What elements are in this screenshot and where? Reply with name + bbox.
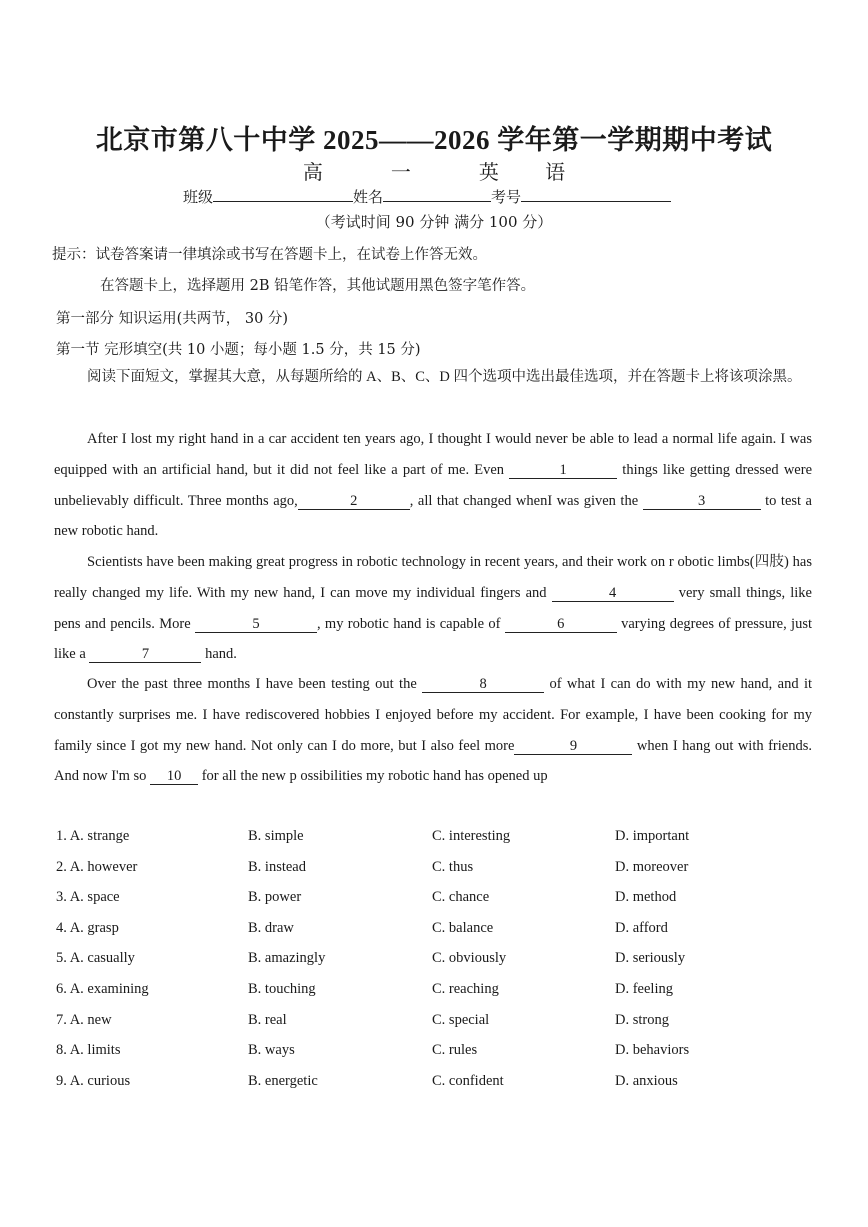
text-run: , all that changed whenI was given the (409, 492, 643, 509)
option-9-d[interactable]: D. anxious (615, 1072, 678, 1089)
option-5-d[interactable]: D. seriously (615, 950, 686, 967)
option-6-b[interactable]: B. touching (248, 980, 316, 997)
blank-9: 9 (514, 738, 632, 755)
blank-4: 4 (552, 585, 674, 602)
option-9-b[interactable]: B. energetic (248, 1072, 318, 1089)
time-info: （考试时间 90 分钟 满分 100 分） (315, 213, 553, 231)
option-3-a[interactable]: 3. A. space (56, 889, 120, 906)
option-row-1 (56, 822, 836, 853)
option-5-b[interactable]: B. amazingly (248, 950, 326, 967)
subject-label: 英 语 (478, 160, 566, 184)
option-1-d[interactable]: D. important (615, 828, 690, 844)
blank-8: 8 (422, 676, 544, 693)
exam-title: 北京市第八十中学 2025——2026 学年第一学期期中考试 (95, 125, 773, 155)
option-1-b[interactable]: B. simple (248, 828, 304, 844)
option-row-8 (56, 1036, 836, 1067)
text-run: of what I can do with my new hand, and it constantly surprises me. I have rediscovered hobbies I enjoyed before my accident. For example, I have been cooking for my family since I got my new hand. Not only can I do more, but I also feel more (54, 676, 813, 754)
text-run: Scientists have been making great progress in robotic technology in recent years, and their work on r obotic limbs(四肢) has really changed my life. With my new hand, I can move my individual fingers and (54, 554, 812, 601)
blank-5: 5 (195, 616, 317, 633)
option-row-7 (56, 1006, 836, 1037)
text-run: hand. (201, 646, 237, 663)
note-line-2: 在答题卡上，选择题用 2B 铅笔作答，其他试题用黑色签字笔作答。 (100, 278, 536, 294)
option-3-b[interactable]: B. power (248, 889, 302, 906)
option-7-a[interactable]: 7. A. new (56, 1011, 112, 1028)
option-7-d[interactable]: D. strong (615, 1011, 669, 1028)
option-9-c[interactable]: C. confident (432, 1072, 504, 1089)
option-5-c[interactable]: C. obviously (432, 950, 507, 967)
option-6-a[interactable]: 6. A. examining (56, 980, 149, 997)
blank-2: 2 (298, 493, 410, 510)
option-row-9 (56, 1067, 836, 1098)
class-label: 班级 (183, 188, 214, 206)
section-heading: 第一节 完形填空(共 10 小题；每小题 1.5 分，共 15 分) (56, 342, 421, 358)
option-row-5 (56, 944, 836, 975)
option-2-c[interactable]: C. thus (432, 858, 474, 875)
text-run: , my robotic hand is capable of (316, 615, 505, 632)
passage-paragraph-3 (54, 669, 812, 792)
blank-3: 3 (643, 493, 761, 510)
option-row-4 (56, 914, 836, 945)
option-2-b[interactable]: B. instead (248, 858, 306, 875)
option-4-b[interactable]: B. draw (248, 919, 294, 936)
option-3-d[interactable]: D. method (615, 889, 677, 906)
class-field[interactable] (213, 187, 353, 202)
option-4-d[interactable]: D. afford (615, 919, 668, 936)
student-info-fields (183, 186, 671, 207)
part-heading: 第一部分 知识运用(共两节， 30 分) (56, 311, 289, 327)
text-run: when I hang out with friends. And now I'm so (54, 737, 812, 785)
text-run: for all the new p ossibilities my robotic hand has opened up (198, 768, 548, 785)
text-run: varying degrees of pressure, just like a (54, 615, 812, 663)
blank-7: 7 (89, 646, 201, 663)
option-7-c[interactable]: C. special (432, 1011, 490, 1028)
text-run: to test a new robotic hand. (54, 492, 812, 540)
blank-1: 1 (509, 462, 617, 479)
option-6-c[interactable]: C. reaching (432, 980, 499, 997)
name-field[interactable] (383, 187, 491, 202)
option-4-a[interactable]: 4. A. grasp (56, 919, 119, 936)
note-line-1: 提示：试卷答案请一律填涂或书写在答题卡上，在试卷上作答无效。 (52, 247, 487, 263)
text-run: Over the past three months I have been testing out the (87, 676, 423, 692)
exam-subtitle (0, 156, 868, 185)
option-row-6 (56, 975, 836, 1006)
option-8-b[interactable]: B. ways (248, 1042, 295, 1059)
option-7-b[interactable]: B. real (248, 1011, 287, 1028)
grade-label: 高 (302, 160, 323, 184)
id-label: 考号 (491, 188, 522, 206)
instruction-paragraph: 阅读下面短文，掌握其大意，从每题所给的 A、B、C、D 四个选项中选出最佳选项，并在答题卡上将该项涂黑。 (87, 369, 802, 385)
option-5-a[interactable]: 5. A. casually (56, 950, 135, 967)
text-run: things like getting dressed were unbelievably difficult. Three months ago, (54, 461, 812, 509)
option-8-c[interactable]: C. rules (432, 1042, 478, 1059)
option-8-a[interactable]: 8. A. limits (56, 1042, 121, 1059)
option-row-2 (56, 853, 836, 884)
option-4-c[interactable]: C. balance (432, 919, 494, 936)
option-row-3 (56, 883, 836, 914)
option-8-d[interactable]: D. behaviors (615, 1042, 690, 1059)
id-field[interactable] (521, 187, 671, 202)
text-run: very small things, like pens and pencils. More (54, 584, 812, 632)
option-3-c[interactable]: C. chance (432, 889, 490, 906)
answer-options (56, 822, 836, 1097)
option-2-a[interactable]: 2. A. however (56, 858, 138, 875)
blank-10: 10 (150, 768, 198, 785)
blank-6: 6 (505, 616, 617, 633)
name-label: 姓名 (353, 188, 384, 206)
passage-paragraph-2 (54, 547, 812, 670)
option-9-a[interactable]: 9. A. curious (56, 1072, 131, 1089)
option-1-c[interactable]: C. interesting (432, 828, 511, 844)
passage-paragraph-1 (54, 424, 812, 547)
text-run: After I lost my right hand in a car accident ten years ago, I thought I would never be able to lead a normal life again. I was equipped with an artificial hand, but it did not feel like a part of me. Even (54, 431, 812, 478)
grade-number: 一 (390, 160, 411, 184)
option-6-d[interactable]: D. feeling (615, 980, 673, 997)
option-1-a[interactable]: 1. A. strange (56, 828, 130, 844)
option-2-d[interactable]: D. moreover (615, 858, 689, 875)
